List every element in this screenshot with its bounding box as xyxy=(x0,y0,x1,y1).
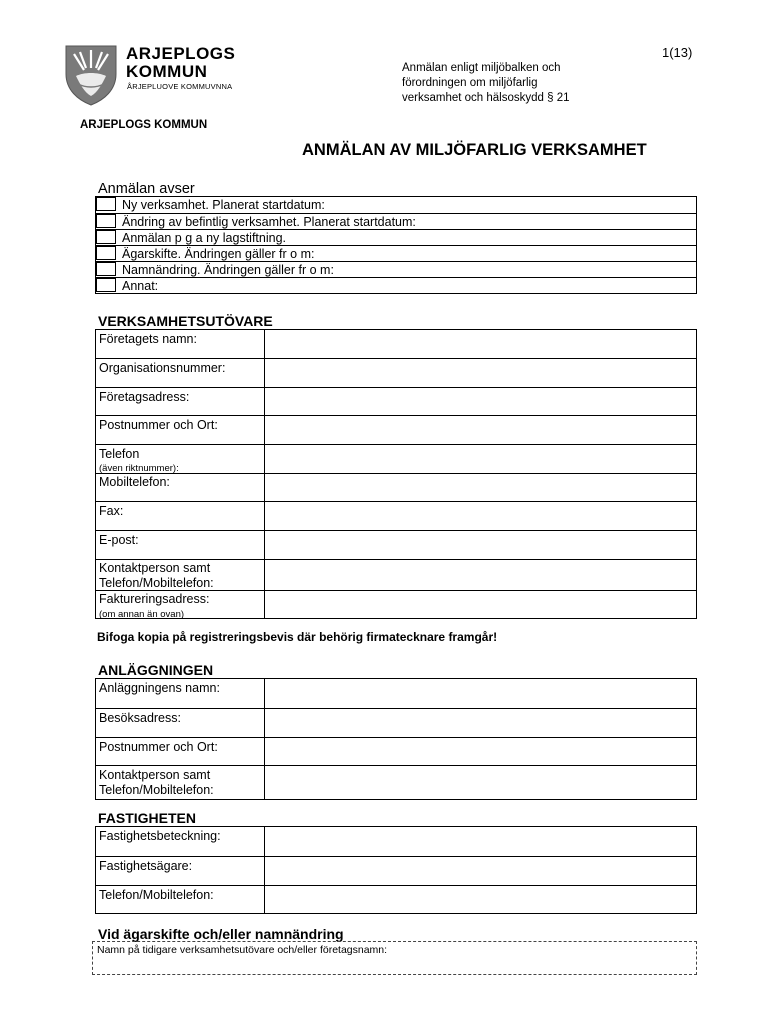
facility-postal-label: Postnummer och Ort: xyxy=(99,740,218,754)
option-checkbox[interactable] xyxy=(96,197,116,211)
verksamhetsutovare-heading: VERKSAMHETSUTÖVARE xyxy=(98,313,273,329)
fax-label: Fax: xyxy=(99,504,124,518)
visit-address-label: Besöksadress: xyxy=(99,711,181,725)
option-label: Ändring av befintlig verksamhet. Planerat startdatum: xyxy=(122,215,416,229)
fastigheten-table xyxy=(95,826,697,914)
option-checkbox[interactable] xyxy=(96,214,116,228)
registration-note: Bifoga kopia på registreringsbevis där behörig firmatecknare framgår! xyxy=(97,630,498,644)
option-label: Ny verksamhet. Planerat startdatum: xyxy=(122,198,325,212)
option-checkbox[interactable] xyxy=(96,246,116,260)
org-number-label: Organisationsnummer: xyxy=(99,361,226,375)
anlaggningen-table xyxy=(95,678,697,800)
email-row[interactable] xyxy=(96,530,696,559)
fastigheten-heading: FASTIGHETEN xyxy=(98,810,197,826)
municipality-coat-of-arms-icon xyxy=(64,44,118,106)
logo-subtitle: ÅRJEPLUOVE KOMMUVNNA xyxy=(127,82,233,91)
org-number-row[interactable] xyxy=(96,358,696,387)
document-title: ANMÄLAN AV MILJÖFARLIG VERKSAMHET xyxy=(302,141,647,159)
option-checkbox[interactable] xyxy=(96,230,116,244)
option-row xyxy=(96,261,696,277)
option-checkbox[interactable] xyxy=(96,278,116,292)
facility-name-row[interactable] xyxy=(96,679,696,708)
property-phone-row[interactable] xyxy=(96,885,696,915)
company-address-label: Företagsadress: xyxy=(99,390,190,404)
contact-person-label: Kontaktperson samt xyxy=(99,561,211,575)
anmalan-heading: Anmälan avser xyxy=(98,181,195,197)
fax-row[interactable] xyxy=(96,501,696,530)
option-label: Ägarskifte. Ändringen gäller fr o m: xyxy=(122,247,315,261)
mobile-row[interactable] xyxy=(96,473,696,501)
logo-wordmark xyxy=(126,45,235,81)
property-phone-label: Telefon/Mobiltelefon: xyxy=(99,888,214,902)
facility-contact-phone-label: Telefon/Mobiltelefon: xyxy=(99,783,214,797)
company-name-row[interactable] xyxy=(96,330,696,358)
email-label: E-post: xyxy=(99,533,139,547)
property-designation-label: Fastighetsbeteckning: xyxy=(99,829,221,843)
billing-address-row[interactable] xyxy=(96,590,696,620)
law-reference xyxy=(402,61,632,106)
logo-line-1: ARJEPLOGS xyxy=(126,44,236,63)
option-checkbox[interactable] xyxy=(96,262,116,276)
contact-phone-label: Telefon/Mobiltelefon: xyxy=(99,576,214,590)
company-name-label: Företagets namn: xyxy=(99,332,197,346)
page-number: 1(13) xyxy=(662,45,693,60)
property-owner-label: Fastighetsägare: xyxy=(99,859,193,873)
agarskifte-heading: Vid ägarskifte och/eller namnändring xyxy=(98,926,344,942)
option-row xyxy=(96,229,696,245)
option-row xyxy=(96,245,696,261)
anmalan-options-box xyxy=(95,196,697,294)
option-row xyxy=(96,197,696,213)
property-designation-row[interactable] xyxy=(96,827,696,856)
postal-code-label: Postnummer och Ort: xyxy=(99,418,218,432)
company-address-row[interactable] xyxy=(96,387,696,415)
phone-label: Telefon xyxy=(99,447,140,461)
phone-row[interactable] xyxy=(96,444,696,473)
billing-address-label: Faktureringsadress: xyxy=(99,592,210,606)
law-line-2: förordningen om miljöfarlig xyxy=(402,77,538,89)
phone-note: (även riktnummer): xyxy=(99,463,179,474)
billing-address-note: (om annan än ovan) xyxy=(99,609,185,620)
logo-line-2: KOMMUN xyxy=(126,62,208,81)
facility-contact-label: Kontaktperson samt xyxy=(99,768,211,782)
mobile-label: Mobiltelefon: xyxy=(99,475,170,489)
organization-name: ARJEPLOGS KOMMUN xyxy=(80,119,208,131)
option-label: Namnändring. Ändringen gäller fr o m: xyxy=(122,263,334,277)
facility-postal-row[interactable] xyxy=(96,737,696,765)
option-row xyxy=(96,277,696,293)
contact-person-row[interactable] xyxy=(96,559,696,590)
previous-owner-label: Namn på tidigare verksamhetsutövare och/eller företagsnamn: xyxy=(97,944,388,956)
property-owner-row[interactable] xyxy=(96,856,696,885)
facility-contact-row[interactable] xyxy=(96,765,696,801)
facility-name-label: Anläggningens namn: xyxy=(99,681,220,695)
anlaggningen-heading: ANLÄGGNINGEN xyxy=(98,662,214,678)
postal-code-row[interactable] xyxy=(96,415,696,444)
visit-address-row[interactable] xyxy=(96,708,696,737)
option-row xyxy=(96,213,696,229)
option-label: Anmälan p g a ny lagstiftning. xyxy=(122,231,286,245)
previous-owner-field[interactable] xyxy=(92,941,697,975)
law-line-1: Anmälan enligt miljöbalken och xyxy=(402,62,561,74)
verksamhetsutovare-table xyxy=(95,329,697,619)
option-label: Annat: xyxy=(122,279,159,293)
law-line-3: verksamhet och hälsoskydd § 21 xyxy=(402,92,570,104)
